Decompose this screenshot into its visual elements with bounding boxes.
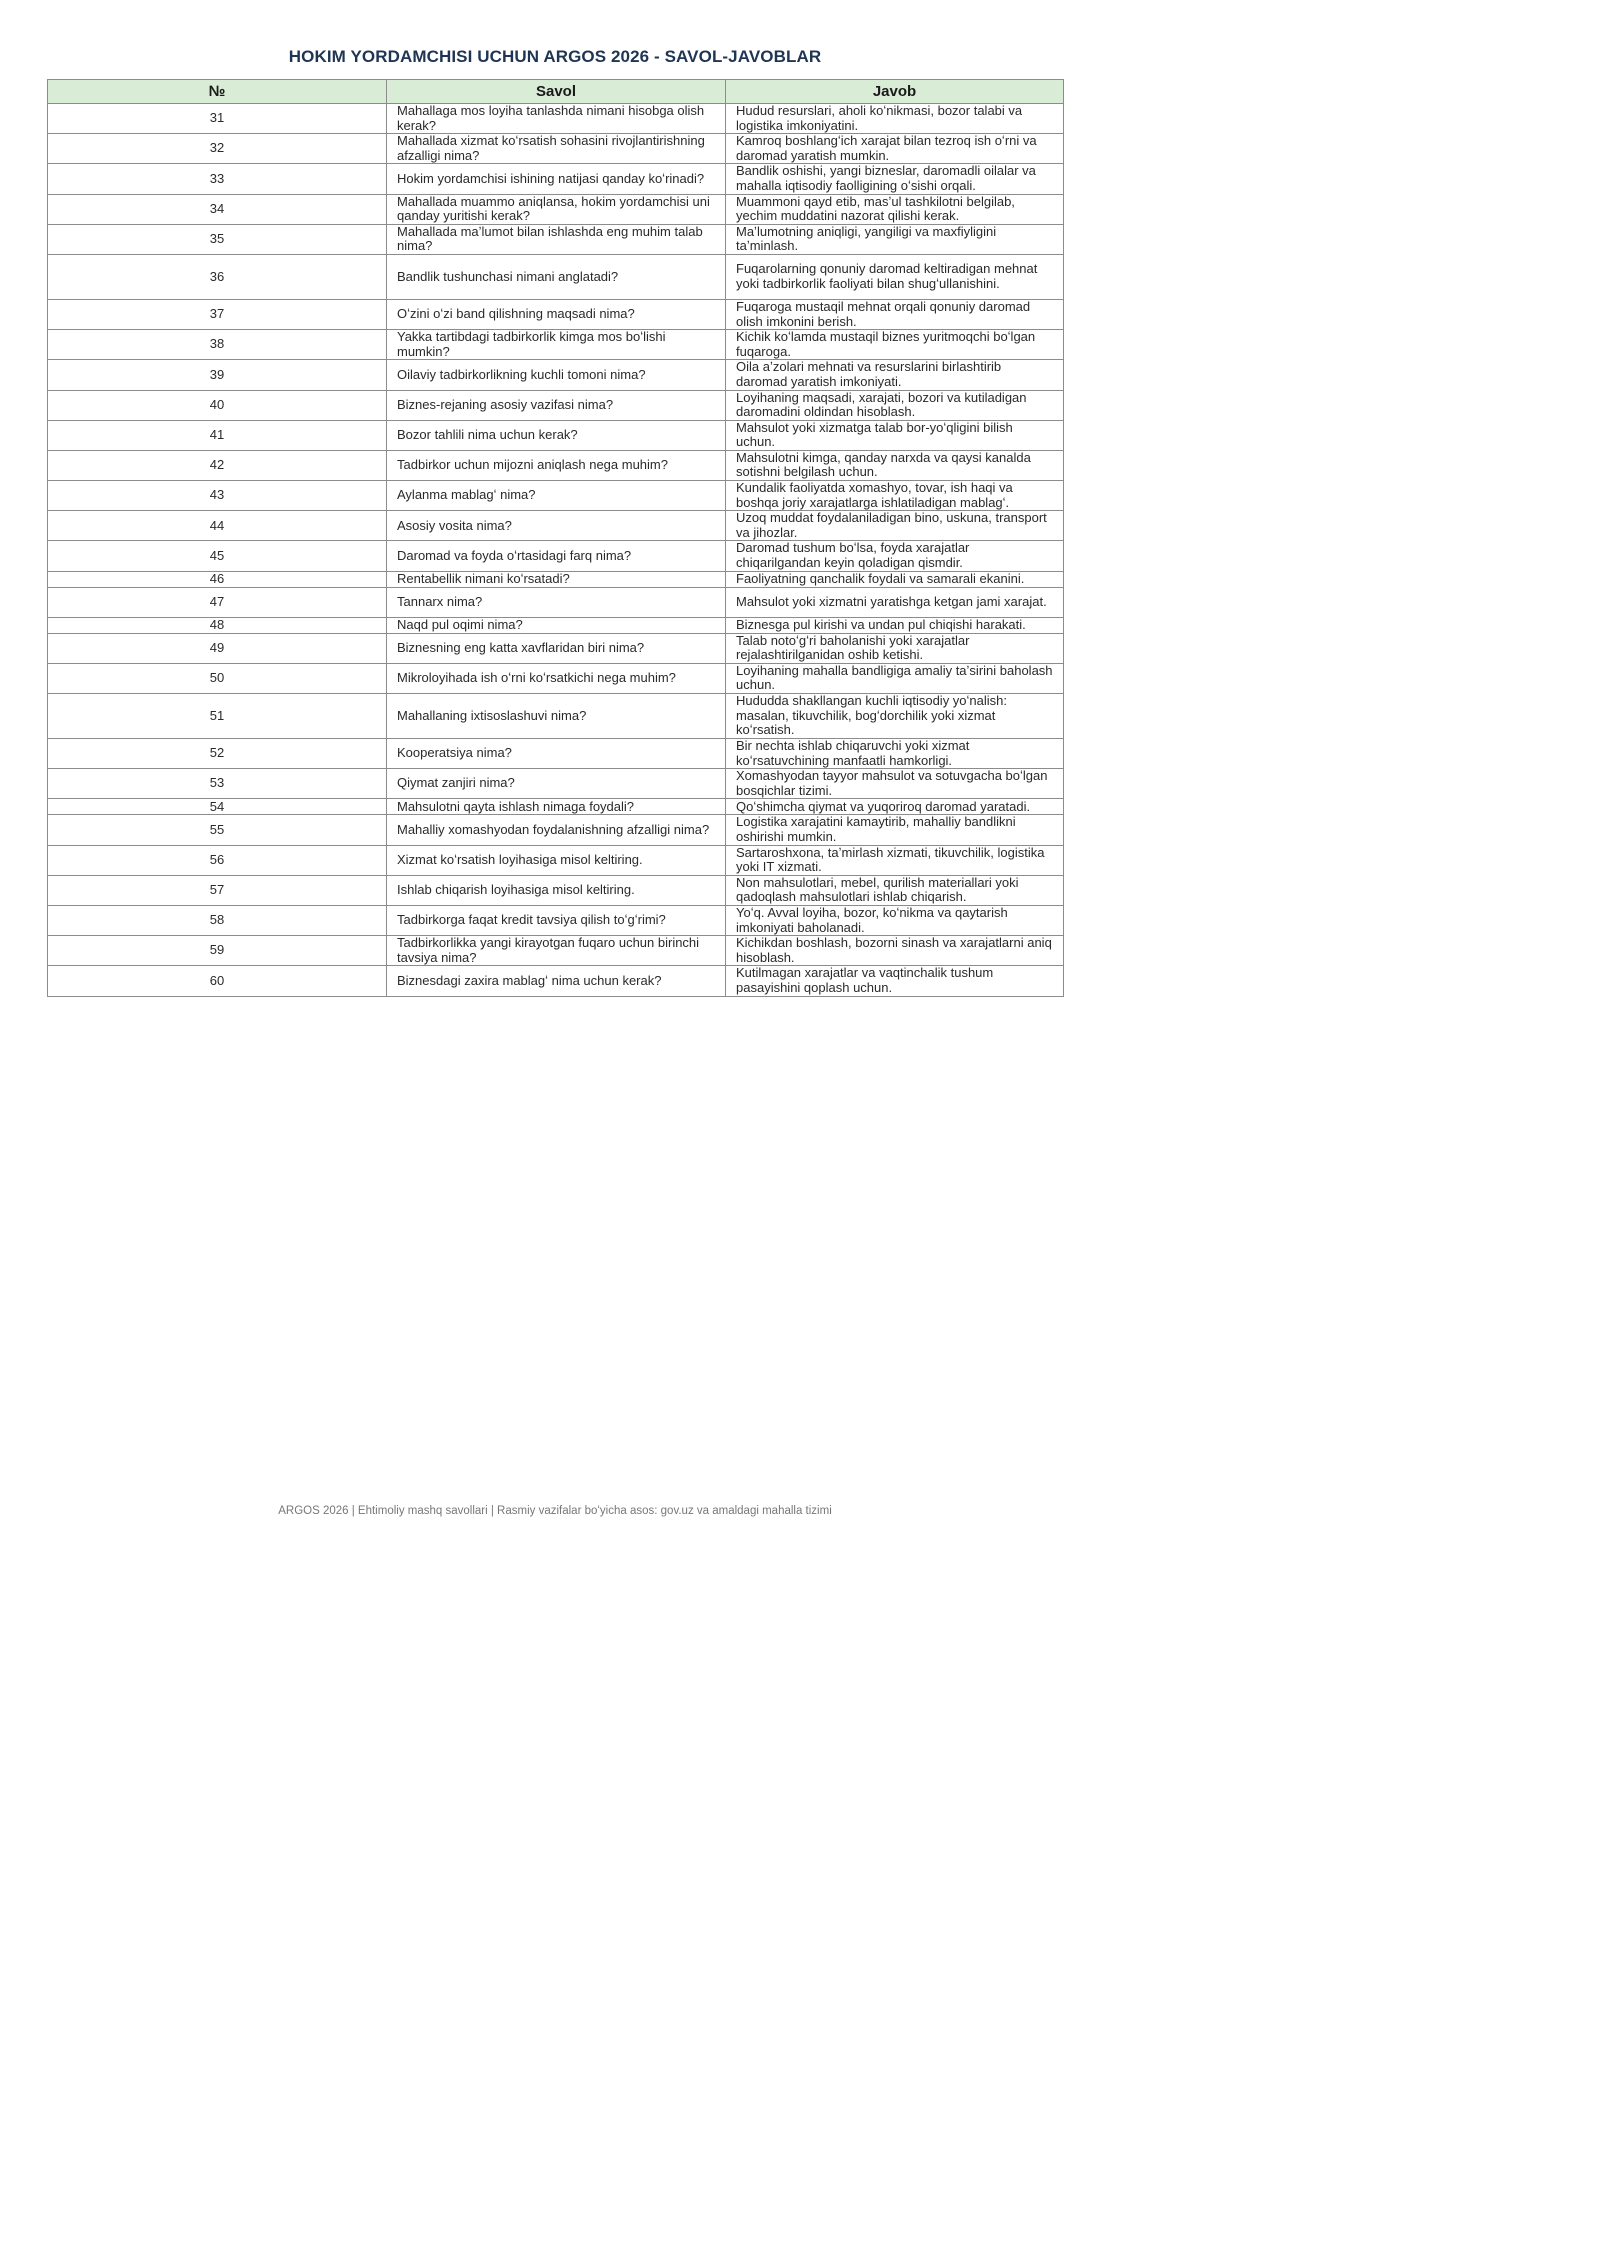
- answer-cell: Mahsulot yoki xizmatga talab bor-yoʻqligini bilish uchun.: [726, 420, 1064, 450]
- page-footer: ARGOS 2026 | Ehtimoliy mashq savollari | Rasmiy vazifalar boʻyicha asos: gov.uz va amaldagi mahalla tizimi: [278, 1505, 832, 1517]
- row-number: 50: [48, 663, 387, 693]
- row-number: 58: [48, 905, 387, 935]
- question-cell: Tannarx nima?: [387, 587, 726, 617]
- question-cell: Oʻzini oʻzi band qilishning maqsadi nima?: [387, 299, 726, 329]
- answer-cell: Faoliyatning qanchalik foydali va samarali ekanini.: [726, 571, 1064, 587]
- row-number: 39: [48, 360, 387, 390]
- question-cell: Oilaviy tadbirkorlikning kuchli tomoni nima?: [387, 360, 726, 390]
- question-cell: Biznes-rejaning asosiy vazifasi nima?: [387, 390, 726, 420]
- answer-cell: Fuqarolarning qonuniy daromad keltiradigan mehnat yoki tadbirkorlik faoliyati bilan shugʻullanishini.: [726, 254, 1064, 299]
- question-cell: Tadbirkorga faqat kredit tavsiya qilish toʻgʻrimi?: [387, 905, 726, 935]
- row-number: 49: [48, 633, 387, 663]
- column-header-answer: Javob: [726, 80, 1064, 104]
- row-number: 32: [48, 134, 387, 164]
- table-row: [48, 769, 1064, 799]
- answer-cell: Uzoq muddat foydalaniladigan bino, uskuna, transport va jihozlar.: [726, 511, 1064, 541]
- answer-cell: Loyihaning maqsadi, xarajati, bozori va kutiladigan daromadini oldindan hisoblash.: [726, 390, 1064, 420]
- answer-cell: Mahsulot yoki xizmatni yaratishga ketgan jami xarajat.: [726, 587, 1064, 617]
- row-number: 56: [48, 845, 387, 875]
- row-number: 54: [48, 799, 387, 815]
- answer-cell: Sartaroshxona, taʼmirlash xizmati, tikuvchilik, logistika yoki IT xizmati.: [726, 845, 1064, 875]
- row-number: 46: [48, 571, 387, 587]
- table-row: [48, 420, 1064, 450]
- answer-cell: Xomashyodan tayyor mahsulot va sotuvgacha boʻlgan bosqichlar tizimi.: [726, 769, 1064, 799]
- table-row: [48, 299, 1064, 329]
- table-row: [48, 936, 1064, 966]
- row-number: 40: [48, 390, 387, 420]
- row-number: 48: [48, 617, 387, 633]
- answer-cell: Maʼlumotning aniqligi, yangiligi va maxfiyligini taʼminlash.: [726, 224, 1064, 254]
- row-number: 55: [48, 815, 387, 845]
- answer-cell: Kamroq boshlangʻich xarajat bilan tezroq ish oʻrni va daromad yaratish mumkin.: [726, 134, 1064, 164]
- column-header-number: №: [48, 80, 387, 104]
- question-cell: Tadbirkor uchun mijozni aniqlash nega muhim?: [387, 450, 726, 480]
- table-row: [48, 617, 1064, 633]
- table-row: [48, 845, 1064, 875]
- table-row: [48, 633, 1064, 663]
- table-row: [48, 330, 1064, 360]
- question-cell: Mahallada xizmat koʻrsatish sohasini rivojlantirishning afzalligi nima?: [387, 134, 726, 164]
- question-cell: Yakka tartibdagi tadbirkorlik kimga mos boʻlishi mumkin?: [387, 330, 726, 360]
- question-cell: Mahsulotni qayta ishlash nimaga foydali?: [387, 799, 726, 815]
- answer-cell: Talab notoʻgʻri baholanishi yoki xarajatlar rejalashtirilganidan oshib ketishi.: [726, 633, 1064, 663]
- table-row: [48, 799, 1064, 815]
- answer-cell: Bir nechta ishlab chiqaruvchi yoki xizmat koʻrsatuvchining manfaatli hamkorligi.: [726, 739, 1064, 769]
- row-number: 52: [48, 739, 387, 769]
- question-cell: Mahallaga mos loyiha tanlashda nimani hisobga olish kerak?: [387, 104, 726, 134]
- table-row: [48, 511, 1064, 541]
- table-row: [48, 875, 1064, 905]
- table-header-row: [48, 80, 1064, 104]
- table-row: [48, 694, 1064, 739]
- answer-cell: Biznesga pul kirishi va undan pul chiqishi harakati.: [726, 617, 1064, 633]
- row-number: 45: [48, 541, 387, 571]
- row-number: 31: [48, 104, 387, 134]
- answer-cell: Kichik koʻlamda mustaqil biznes yuritmoqchi boʻlgan fuqaroga.: [726, 330, 1064, 360]
- table-row: [48, 966, 1064, 996]
- answer-cell: Bandlik oshishi, yangi bizneslar, daromadli oilalar va mahalla iqtisodiy faolligining oʻsishi orqali.: [726, 164, 1064, 194]
- row-number: 47: [48, 587, 387, 617]
- table-row: [48, 104, 1064, 134]
- table-row: [48, 541, 1064, 571]
- question-cell: Tadbirkorlikka yangi kirayotgan fuqaro uchun birinchi tavsiya nima?: [387, 936, 726, 966]
- document-title: HOKIM YORDAMCHISI UCHUN ARGOS 2026 - SAVOL-JAVOBLAR: [288, 47, 822, 66]
- answer-cell: Mahsulotni kimga, qanday narxda va qaysi kanalda sotishni belgilash uchun.: [726, 450, 1064, 480]
- row-number: 33: [48, 164, 387, 194]
- column-header-question: Savol: [387, 80, 726, 104]
- row-number: 59: [48, 936, 387, 966]
- answer-cell: Yoʻq. Avval loyiha, bozor, koʻnikma va qaytarish imkoniyati baholanadi.: [726, 905, 1064, 935]
- question-cell: Aylanma mablagʻ nima?: [387, 481, 726, 511]
- table-row: [48, 164, 1064, 194]
- question-cell: Bozor tahlili nima uchun kerak?: [387, 420, 726, 450]
- table-row: [48, 663, 1064, 693]
- question-cell: Mikroloyihada ish oʻrni koʻrsatkichi nega muhim?: [387, 663, 726, 693]
- question-cell: Kooperatsiya nima?: [387, 739, 726, 769]
- question-cell: Ishlab chiqarish loyihasiga misol keltiring.: [387, 875, 726, 905]
- answer-cell: Muammoni qayd etib, masʼul tashkilotni belgilab, yechim muddatini nazorat qilishi kerak.: [726, 194, 1064, 224]
- row-number: 60: [48, 966, 387, 996]
- table-row: [48, 450, 1064, 480]
- question-cell: Bandlik tushunchasi nimani anglatadi?: [387, 254, 726, 299]
- answer-cell: Hudud resurslari, aholi koʻnikmasi, bozor talabi va logistika imkoniyatini.: [726, 104, 1064, 134]
- row-number: 51: [48, 694, 387, 739]
- question-cell: Qiymat zanjiri nima?: [387, 769, 726, 799]
- question-cell: Mahallaning ixtisoslashuvi nima?: [387, 694, 726, 739]
- answer-cell: Logistika xarajatini kamaytirib, mahalliy bandlikni oshirishi mumkin.: [726, 815, 1064, 845]
- question-cell: Mahalliy xomashyodan foydalanishning afzalligi nima?: [387, 815, 726, 845]
- table-row: [48, 224, 1064, 254]
- question-cell: Biznesdagi zaxira mablagʻ nima uchun kerak?: [387, 966, 726, 996]
- row-number: 34: [48, 194, 387, 224]
- question-cell: Xizmat koʻrsatish loyihasiga misol keltiring.: [387, 845, 726, 875]
- row-number: 41: [48, 420, 387, 450]
- table-row: [48, 587, 1064, 617]
- answer-cell: Loyihaning mahalla bandligiga amaliy taʼsirini baholash uchun.: [726, 663, 1064, 693]
- row-number: 38: [48, 330, 387, 360]
- table-row: [48, 739, 1064, 769]
- question-cell: Asosiy vosita nima?: [387, 511, 726, 541]
- question-cell: Rentabellik nimani koʻrsatadi?: [387, 571, 726, 587]
- table-row: [48, 360, 1064, 390]
- table-row: [48, 390, 1064, 420]
- answer-cell: Hududda shakllangan kuchli iqtisodiy yoʻnalish: masalan, tikuvchilik, bogʻdorchilik yoki xizmat koʻrsatish.: [726, 694, 1064, 739]
- answer-cell: Kundalik faoliyatda xomashyo, tovar, ish haqi va boshqa joriy xarajatlarga ishlatiladigan mablagʻ.: [726, 481, 1064, 511]
- table-row: [48, 571, 1064, 587]
- table-row: [48, 254, 1064, 299]
- answer-cell: Fuqaroga mustaqil mehnat orqali qonuniy daromad olish imkonini berish.: [726, 299, 1064, 329]
- answer-cell: Oila aʼzolari mehnati va resurslarini birlashtirib daromad yaratish imkoniyati.: [726, 360, 1064, 390]
- question-cell: Hokim yordamchisi ishining natijasi qanday koʻrinadi?: [387, 164, 726, 194]
- answer-cell: Qoʻshimcha qiymat va yuqoriroq daromad yaratadi.: [726, 799, 1064, 815]
- row-number: 44: [48, 511, 387, 541]
- question-cell: Biznesning eng katta xavflaridan biri nima?: [387, 633, 726, 663]
- table-body: [48, 104, 1064, 997]
- answer-cell: Daromad tushum boʻlsa, foyda xarajatlar chiqarilgandan keyin qoladigan qismdir.: [726, 541, 1064, 571]
- row-number: 57: [48, 875, 387, 905]
- question-cell: Mahallada muammo aniqlansa, hokim yordamchisi uni qanday yuritishi kerak?: [387, 194, 726, 224]
- answer-cell: Non mahsulotlari, mebel, qurilish materiallari yoki qadoqlash mahsulotlari ishlab chiqarish.: [726, 875, 1064, 905]
- table-row: [48, 481, 1064, 511]
- row-number: 35: [48, 224, 387, 254]
- row-number: 36: [48, 254, 387, 299]
- row-number: 53: [48, 769, 387, 799]
- table-row: [48, 194, 1064, 224]
- question-cell: Naqd pul oqimi nima?: [387, 617, 726, 633]
- table-row: [48, 905, 1064, 935]
- answer-cell: Kichikdan boshlash, bozorni sinash va xarajatlarni aniq hisoblash.: [726, 936, 1064, 966]
- question-cell: Mahallada maʼlumot bilan ishlashda eng muhim talab nima?: [387, 224, 726, 254]
- row-number: 42: [48, 450, 387, 480]
- qa-table: [47, 79, 1064, 997]
- table-row: [48, 815, 1064, 845]
- question-cell: Daromad va foyda oʻrtasidagi farq nima?: [387, 541, 726, 571]
- row-number: 37: [48, 299, 387, 329]
- table-row: [48, 134, 1064, 164]
- row-number: 43: [48, 481, 387, 511]
- answer-cell: Kutilmagan xarajatlar va vaqtinchalik tushum pasayishini qoplash uchun.: [726, 966, 1064, 996]
